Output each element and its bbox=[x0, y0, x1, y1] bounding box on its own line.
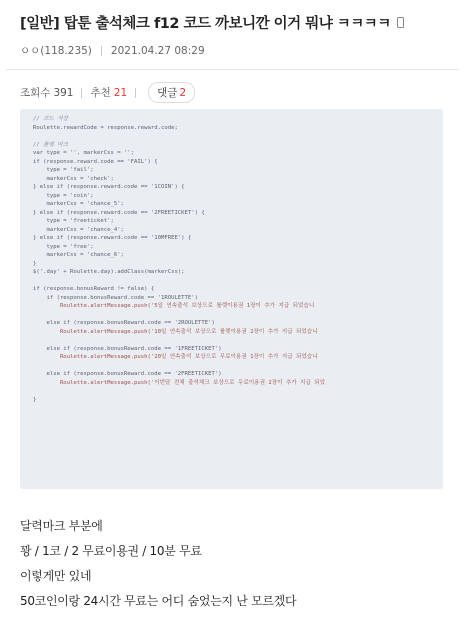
header-divider bbox=[6, 69, 459, 70]
meta-divider bbox=[101, 46, 102, 56]
body-line: 50코인이랑 24시간 무료는 어디 숨었는지 난 모르겠다 bbox=[20, 594, 297, 608]
post-title-text: [일반] 탑툰 출석체크 f12 코드 까보니깐 이거 뭐냐 ㅋㅋㅋㅋ bbox=[20, 16, 391, 32]
post-stats bbox=[20, 82, 195, 103]
comments-label: 댓글 bbox=[157, 87, 178, 99]
code-line: Roulette.alertMessage.push('20일 연속출석 보상으로 무료이용권 1장이 추가 지급 되었습니 bbox=[33, 354, 318, 360]
code-line: // 코드 저장 bbox=[33, 116, 69, 122]
views-count: 391 bbox=[53, 86, 74, 99]
code-line: type = 'coin'; bbox=[33, 192, 94, 199]
comments-count: 2 bbox=[179, 87, 187, 99]
code-line: type = 'free'; bbox=[33, 243, 94, 250]
code-line: else if (response.bonusReward.code == '2FREETICKET') bbox=[33, 371, 222, 377]
views-label: 조회수 bbox=[20, 87, 51, 99]
code-screenshot bbox=[20, 109, 443, 489]
comments-button[interactable] bbox=[148, 82, 195, 103]
code-line: } else if (response.reward.code == '2FREETICKET') { bbox=[33, 209, 205, 216]
code-line: if (response.bonusReward != false) { bbox=[33, 286, 155, 292]
code-line: Roulette.alertMessage.push('10일 연속출석 보상으로 룰렛이용권 2장이 추가 지급 되었습니 bbox=[33, 328, 318, 335]
code-line bbox=[33, 362, 443, 371]
code-line bbox=[33, 336, 443, 345]
post-date: 2021.04.27 08:29 bbox=[110, 44, 205, 57]
code-line: } else if (response.reward.code == '10MFREE') { bbox=[33, 235, 192, 241]
recommend-label: 추천 bbox=[90, 87, 111, 99]
body-line: 꽝 / 1코 / 2 무료이용권 / 10분 무료 bbox=[20, 544, 202, 558]
stats-divider bbox=[135, 88, 136, 98]
code-line: Roulette.alertMessage.push('이번달 전체 출석체크 보상으로 무료이용권 2장이 추가 지급 되었 bbox=[33, 379, 326, 386]
post-title[interactable] bbox=[20, 12, 450, 33]
code-line bbox=[33, 277, 443, 286]
post-meta bbox=[20, 43, 450, 58]
code-line: if (response.bonusReward.code == '1ROULETTE') bbox=[33, 294, 199, 301]
recommend-count: 21 bbox=[113, 86, 128, 99]
code-line: else if (response.bonusReward.code == '1FREETICKET') bbox=[33, 345, 222, 352]
code-line bbox=[33, 387, 443, 396]
code-line: } bbox=[33, 396, 37, 403]
code-line: // 룰렛 마크 bbox=[33, 141, 69, 148]
body-line: 달력마크 부분에 bbox=[20, 519, 103, 533]
code-line: } bbox=[33, 260, 37, 267]
code-line: } else if (response.reward.code == '1COIN') { bbox=[33, 184, 185, 190]
mobile-icon bbox=[397, 17, 404, 28]
post-header bbox=[20, 12, 450, 58]
stats-divider bbox=[81, 88, 82, 98]
code-line: else if (response.bonusReward.code == '2ROULETTE') bbox=[33, 320, 215, 326]
code-line: if (response.reward.code == 'FAIL') { bbox=[33, 158, 158, 165]
code-line: type = 'fail'; bbox=[33, 167, 94, 173]
code-line: markerCss = 'chance_6'; bbox=[33, 252, 124, 258]
code-line: Roulette.alertMessage.push('5일 연속출석 보상으로 룰렛이용권 1장이 추가 지급 되었습니 bbox=[33, 303, 315, 309]
code-line: $('.day' + Roulette.day).addClass(markerCss); bbox=[33, 269, 185, 275]
code-line: markerCss = 'chance_5'; bbox=[33, 201, 124, 207]
code-line: type = 'freeticket'; bbox=[33, 218, 114, 224]
code-line: Roulette.rewardCode = response.reward.code; bbox=[33, 124, 178, 131]
code-line: markerCss = 'check'; bbox=[33, 175, 114, 182]
code-line bbox=[33, 311, 443, 320]
post-body bbox=[20, 514, 450, 614]
code-line: var type = '', markerCss = ''; bbox=[33, 150, 135, 156]
body-line: 이렇게만 있네 bbox=[20, 569, 92, 583]
code-line: markerCss = 'chance_4'; bbox=[33, 226, 124, 233]
post-author[interactable]: ㅇㅇ(118.235) bbox=[20, 45, 92, 57]
code-line bbox=[33, 132, 443, 141]
